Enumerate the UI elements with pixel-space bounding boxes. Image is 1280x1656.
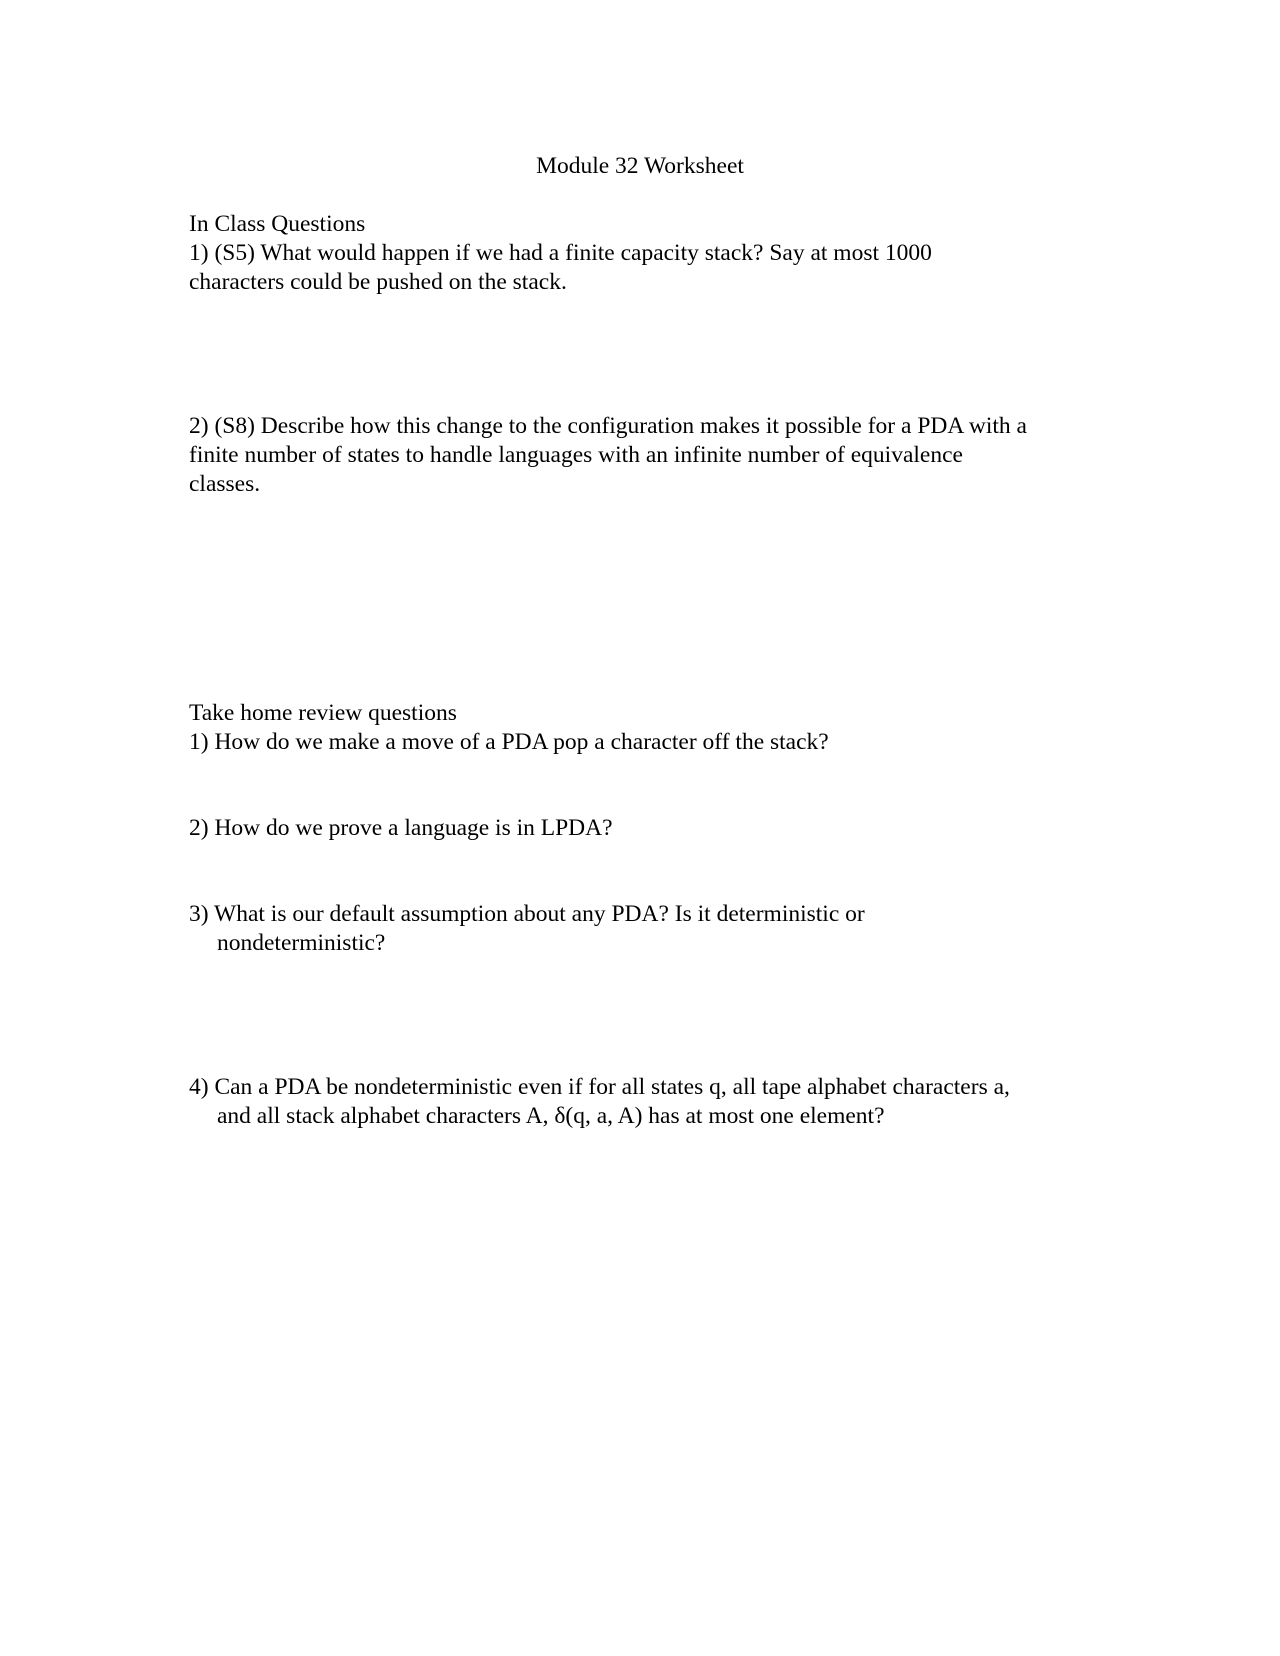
in-class-question-2 xyxy=(189,412,1089,499)
in-class-question-1 xyxy=(189,239,1089,297)
question-line: finite number of states to handle languages with an infinite number of equivalence xyxy=(189,442,963,468)
question-line: 2) (S8) Describe how this change to the configuration makes it possible for a PDA with a xyxy=(189,413,1027,439)
take-home-heading: Take home review questions xyxy=(189,700,457,726)
question-line: and all stack alphabet characters A, δ(q, a, A) has at most one element? xyxy=(217,1103,885,1129)
question-line: characters could be pushed on the stack. xyxy=(189,269,567,295)
question-line: 4) Can a PDA be nondeterministic even if for all states q, all tape alphabet characters a, xyxy=(189,1074,1010,1100)
in-class-heading: In Class Questions xyxy=(189,211,366,237)
question-line: nondeterministic? xyxy=(217,930,386,956)
question-line: 3) What is our default assumption about any PDA? Is it deterministic or xyxy=(189,901,865,927)
take-home-question-2 xyxy=(189,814,1089,843)
question-line: classes. xyxy=(189,471,261,497)
question-line: 2) How do we prove a language is in LPDA? xyxy=(189,815,613,841)
question-line: 1) (S5) What would happen if we had a finite capacity stack? Say at most 1000 xyxy=(189,240,932,266)
take-home-question-1 xyxy=(189,728,1089,757)
page-title: Module 32 Worksheet xyxy=(536,153,744,179)
question-line: 1) How do we make a move of a PDA pop a character off the stack? xyxy=(189,729,829,755)
take-home-question-4 xyxy=(189,1073,1089,1131)
take-home-question-3 xyxy=(189,900,1089,958)
